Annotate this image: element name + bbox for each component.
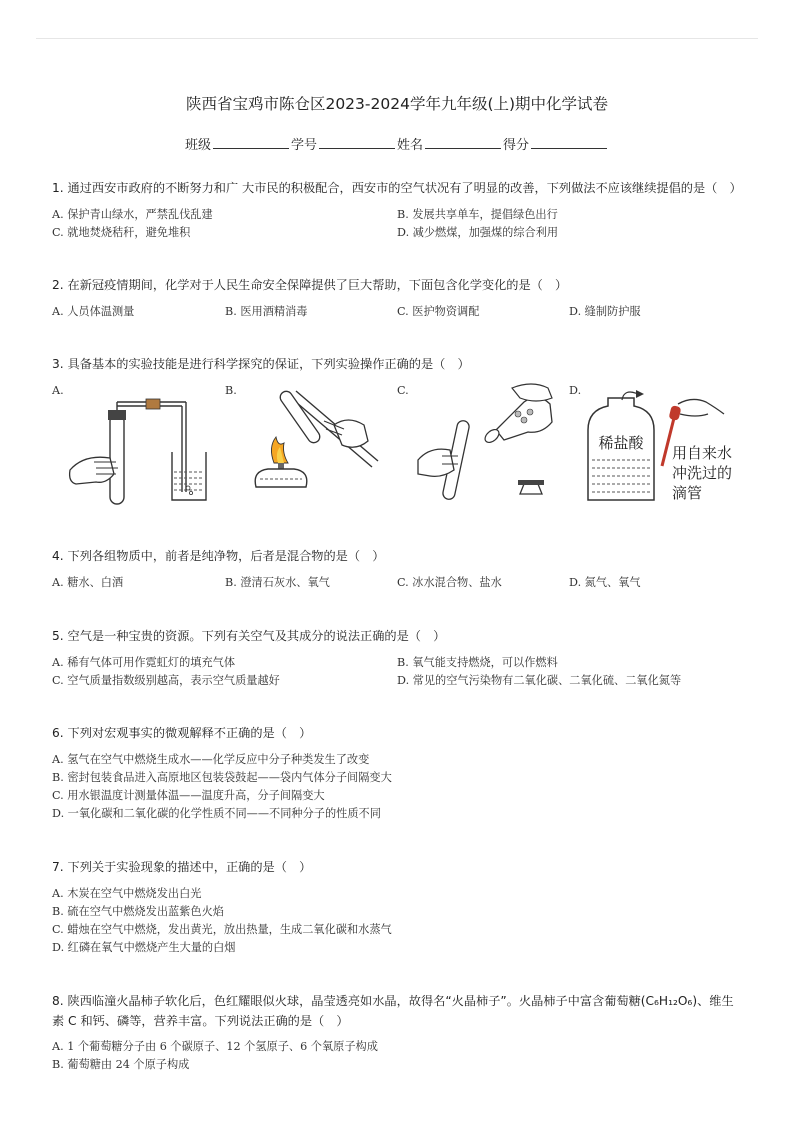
question-1-option-b[interactable]: B. 发展共享单车，提倡绿色出行 xyxy=(397,208,558,221)
question-6-option-c[interactable]: C. 用水银温度计测量体温——温度升高，分子间隔变大 xyxy=(52,789,325,802)
question-4-stem: 4. 下列各组物质中，前者是纯净物，后者是混合物的是（ ） xyxy=(52,549,385,563)
figure-a-airtightness-check xyxy=(66,392,216,512)
question-8-stem-line-1: 8. 陕西临潼火晶柿子软化后，色红耀眼似火球，晶莹透亮如水晶，故得名“火晶柿子”。火晶柿子中富含葡萄糖(C₆H₁₂O₆)、维生 xyxy=(52,994,734,1008)
question-4-option-d[interactable]: D. 氮气、氧气 xyxy=(569,576,641,589)
question-2-option-a[interactable]: A. 人员体温测量 xyxy=(52,305,135,318)
question-1-option-a[interactable]: A. 保护青山绿水，严禁乱伐乱建 xyxy=(52,208,213,221)
figure-d-caption-line-2: 冲洗过的 xyxy=(672,464,733,482)
figure-b-heating-test-tube xyxy=(238,385,388,505)
question-5-option-c[interactable]: C. 空气质量指数级别越高，表示空气质量越好 xyxy=(52,674,280,687)
name-field[interactable]: 姓名 xyxy=(397,134,503,153)
question-8-stem-line-2: 素 C 和钙、磷等，营养丰富。下列说法正确的是（ ） xyxy=(52,1014,349,1028)
question-7-stem: 7. 下列关于实验现象的描述中，正确的是（ ） xyxy=(52,860,312,874)
question-6-stem: 6. 下列对宏观事实的微观解释不正确的是（ ） xyxy=(52,726,312,740)
question-2-option-c[interactable]: C. 医护物资调配 xyxy=(397,305,480,318)
student-info-line xyxy=(0,134,794,153)
page-top-rule xyxy=(36,38,758,39)
question-5-option-b[interactable]: B. 氧气能支持燃烧，可以作燃料 xyxy=(397,656,558,669)
question-1-option-d[interactable]: D. 减少燃煤，加强煤的综合利用 xyxy=(397,226,559,239)
question-8-option-b[interactable]: B. 葡萄糖由 24 个原子构成 xyxy=(52,1058,190,1071)
question-4-option-a[interactable]: A. 糖水、白酒 xyxy=(52,576,124,589)
question-3-option-b-label[interactable]: B. xyxy=(225,384,237,397)
question-2-option-d[interactable]: D. 缝制防护服 xyxy=(569,305,641,318)
question-4-option-c[interactable]: C. 冰水混合物、盐水 xyxy=(397,576,502,589)
class-field[interactable]: 班级 xyxy=(185,134,291,153)
question-4-option-b[interactable]: B. 澄清石灰水、氧气 xyxy=(225,576,330,589)
figure-c-adding-solid xyxy=(412,378,567,508)
figure-d-caption-line-1: 用自来水 xyxy=(672,444,733,462)
score-field[interactable]: 得分 xyxy=(503,134,609,153)
question-1-stem: 1. 通过西安市政府的不断努力和广 大市民的积极配合，西安市的空气状况有了明显的改善，下列做法不应该继续提倡的是（ ） xyxy=(52,181,742,195)
question-3-option-d-label[interactable]: D. xyxy=(569,384,582,397)
question-6-option-a[interactable]: A. 氢气在空气中燃烧生成水——化学反应中分子种类发生了改变 xyxy=(52,753,370,766)
figure-d-bottle-label: 稀盐酸 xyxy=(598,434,644,452)
question-1-option-c[interactable]: C. 就地焚烧秸秆，避免堆积 xyxy=(52,226,191,239)
question-6-option-d[interactable]: D. 一氧化碳和二氧化碳的化学性质不同——不同种分子的性质不同 xyxy=(52,807,381,820)
question-2-option-b[interactable]: B. 医用酒精消毒 xyxy=(225,305,308,318)
question-7-option-a[interactable]: A. 木炭在空气中燃烧发出白光 xyxy=(52,887,202,900)
question-7-option-b[interactable]: B. 硫在空气中燃烧发出蓝紫色火焰 xyxy=(52,905,224,918)
question-3-option-c-label[interactable]: C. xyxy=(397,384,409,397)
question-5-option-d[interactable]: D. 常见的空气污染物有二氧化碳、二氧化硫、二氧化氮等 xyxy=(397,674,682,687)
page-title: 陕西省宝鸡市陈仓区2023-2024学年九年级(上)期中化学试卷 xyxy=(185,95,609,113)
question-7-option-d[interactable]: D. 红磷在氧气中燃烧产生大量的白烟 xyxy=(52,941,236,954)
figure-d-dropper-bottle xyxy=(584,384,754,509)
question-6-option-b[interactable]: B. 密封包装食品进入高原地区包装袋鼓起——袋内气体分子间隔变大 xyxy=(52,771,392,784)
question-8-option-a[interactable]: A. 1 个葡萄糖分子由 6 个碳原子、12 个氢原子、6 个氧原子构成 xyxy=(52,1040,378,1053)
question-3-stem: 3. 具备基本的实验技能是进行科学探究的保证，下列实验操作正确的是（ ） xyxy=(52,357,470,371)
figure-d-caption-line-3: 滴管 xyxy=(672,484,703,502)
student-number-field[interactable]: 学号 xyxy=(291,134,397,153)
question-5-option-a[interactable]: A. 稀有气体可用作霓虹灯的填充气体 xyxy=(52,656,236,669)
question-5-stem: 5. 空气是一种宝贵的资源。下列有关空气及其成分的说法正确的是（ ） xyxy=(52,629,446,643)
question-7-option-c[interactable]: C. 蜡烛在空气中燃烧，发出黄光，放出热量，生成二氧化碳和水蒸气 xyxy=(52,923,392,936)
question-3-option-a-label[interactable]: A. xyxy=(52,384,64,397)
question-2-stem: 2. 在新冠疫情期间，化学对于人民生命安全保障提供了巨大帮助，下面包含化学变化的是（ ） xyxy=(52,278,568,292)
